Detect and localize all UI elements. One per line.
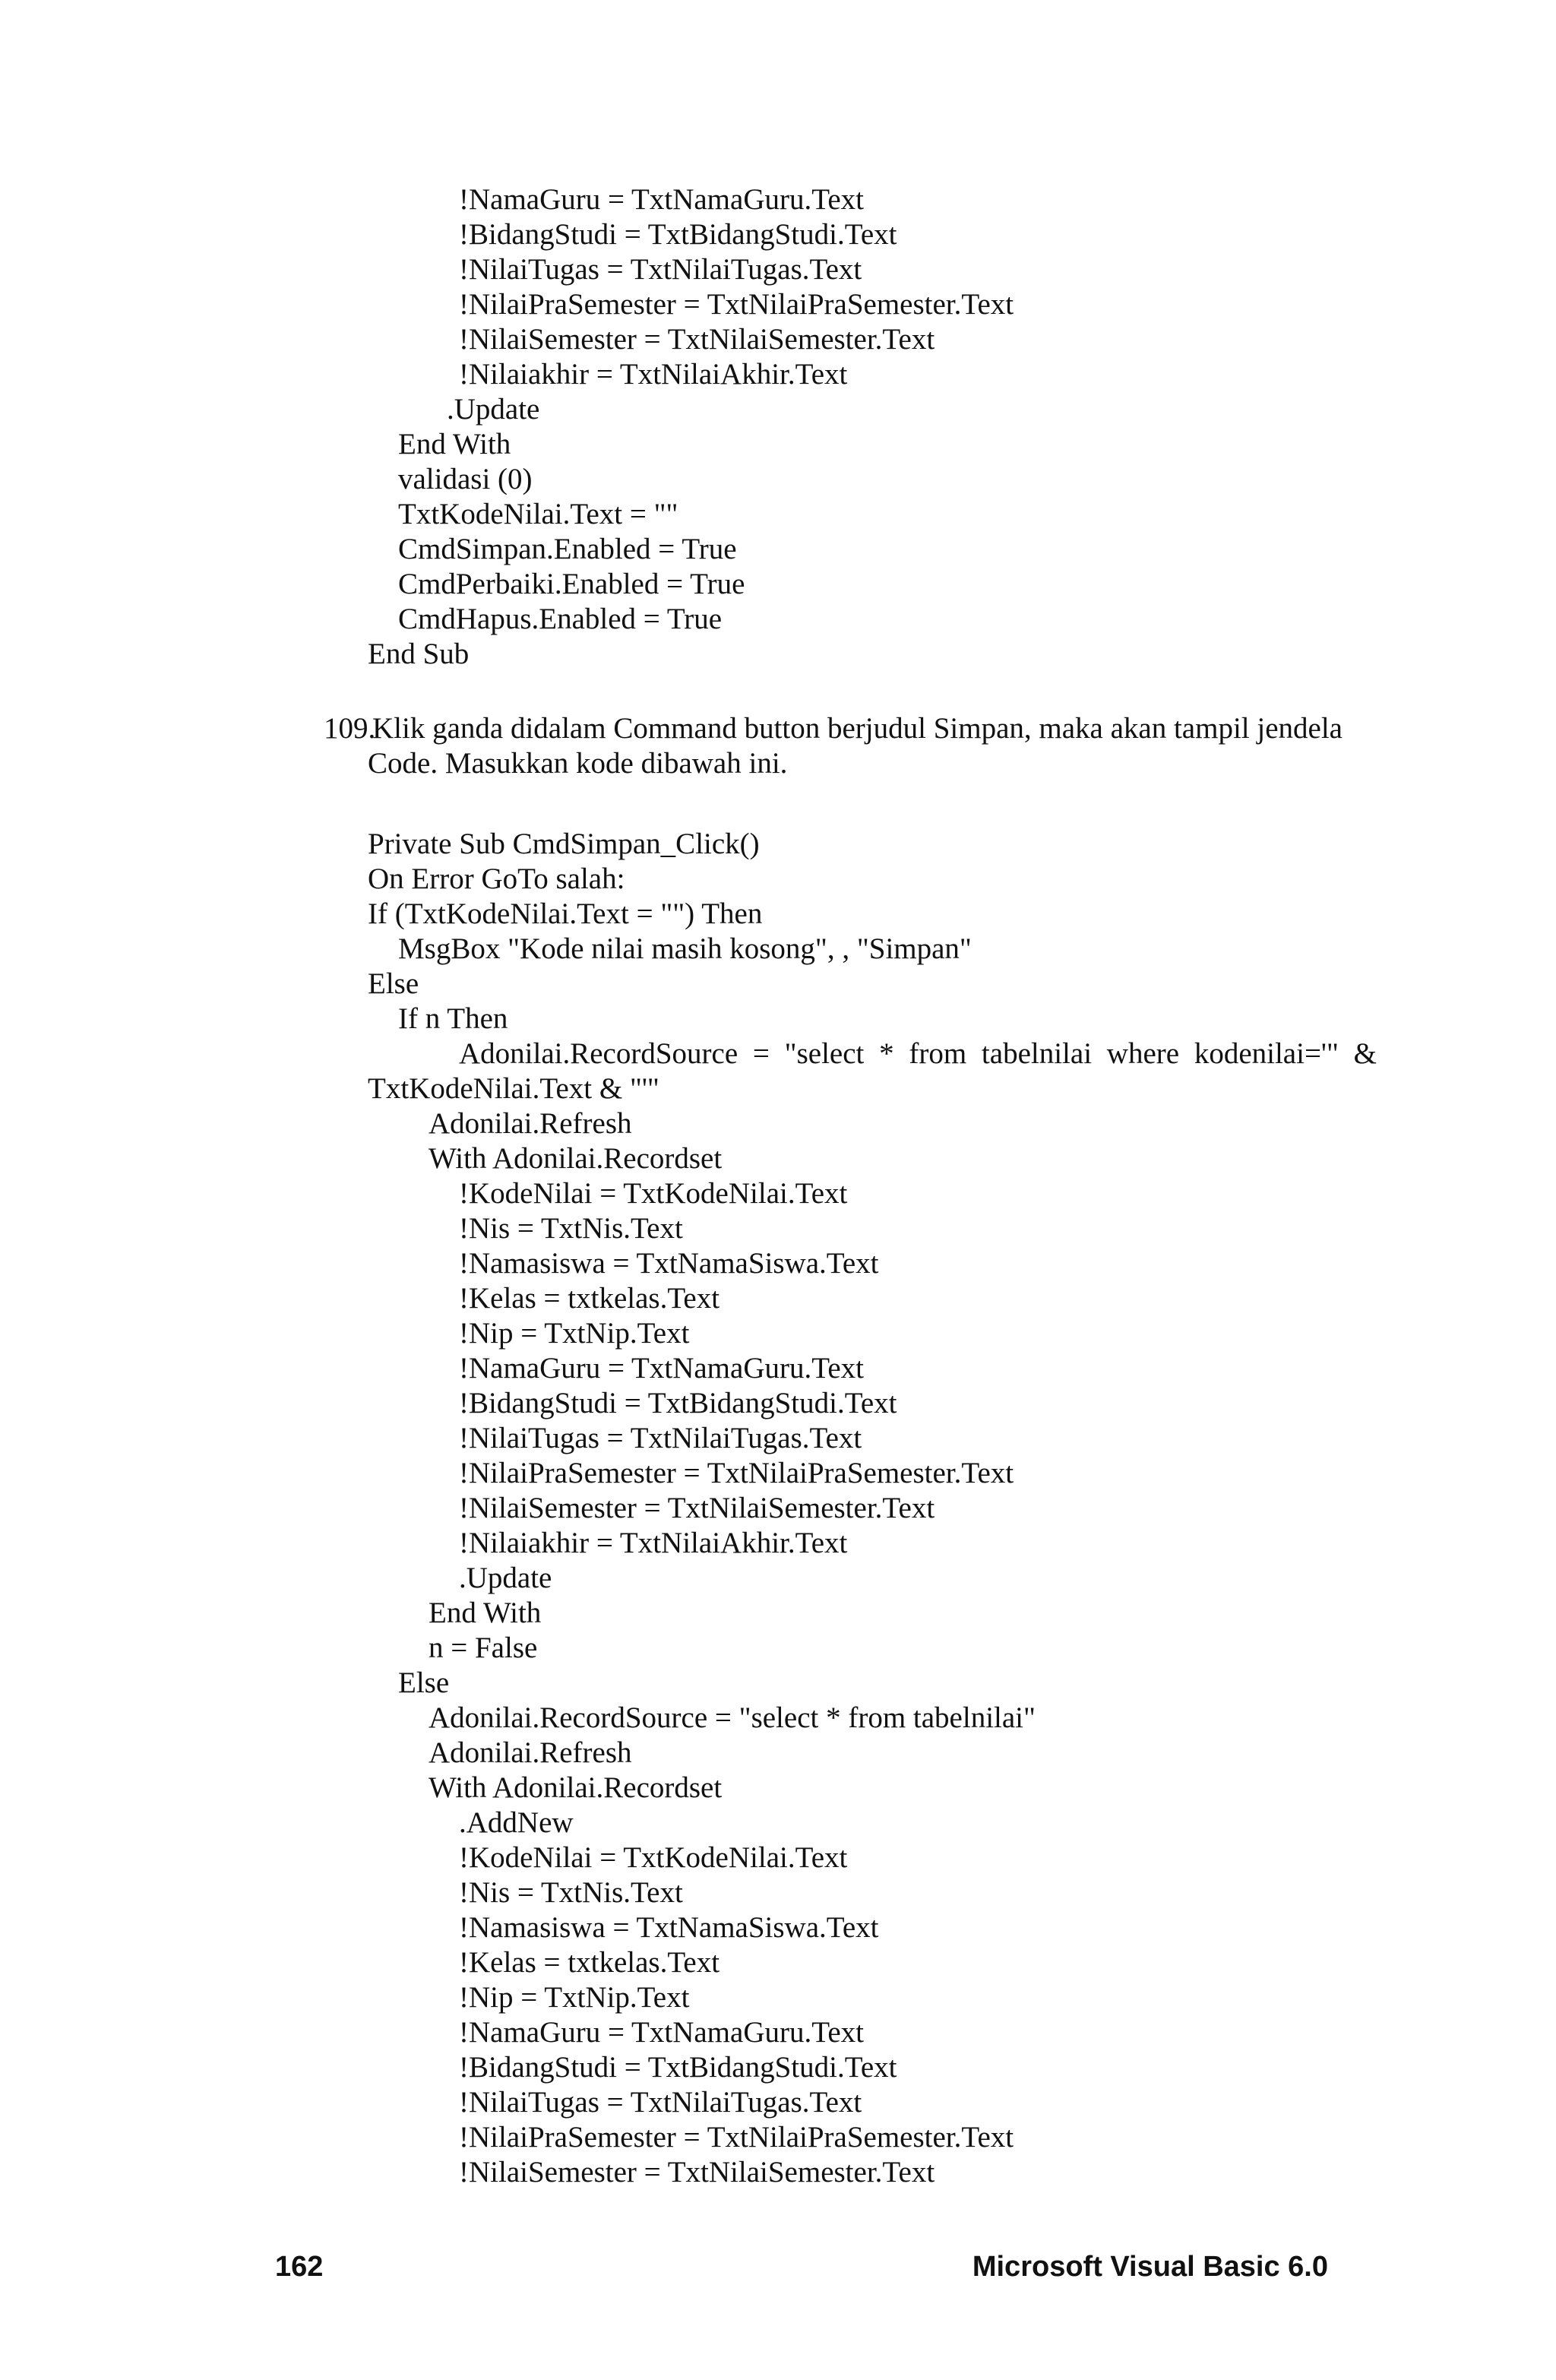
code-line: !BidangStudi = TxtBidangStudi.Text (459, 2051, 897, 2084)
step-number: 109. (324, 712, 376, 745)
code-line: MsgBox "Kode nilai masih kosong", , "Simpan" (398, 932, 972, 965)
code-token: Adonilai.RecordSource (459, 1037, 738, 1070)
step-text-line-1: Klik ganda didalam Command button berjudul Simpan, maka akan tampil jendela (372, 712, 1343, 745)
page-number: 162 (275, 2251, 324, 2283)
code-line: !NilaiPraSemester = TxtNilaiPraSemester.Text (459, 2121, 1014, 2154)
step-text-line-2: Code. Masukkan kode dibawah ini. (368, 747, 788, 780)
code-line: n = False (429, 1632, 538, 1664)
code-line: With Adonilai.Recordset (429, 1771, 723, 1804)
code-token: where (1106, 1037, 1180, 1070)
code-line: !Namasiswa = TxtNamaSiswa.Text (459, 1247, 879, 1280)
code-token: tabelnilai (981, 1037, 1093, 1070)
code-line: !NilaiSemester = TxtNilaiSemester.Text (459, 323, 935, 356)
code-line: !Nis = TxtNis.Text (459, 1876, 683, 1909)
code-line: !Nilaiakhir = TxtNilaiAkhir.Text (459, 358, 848, 391)
code-line: Else (398, 1666, 450, 1699)
code-line: Private Sub CmdSimpan_Click() (368, 828, 760, 860)
code-token: & (1353, 1037, 1377, 1070)
page-footer (0, 2251, 1556, 2296)
code-line: !NilaiTugas = TxtNilaiTugas.Text (459, 1422, 862, 1454)
code-line: End With (429, 1597, 542, 1629)
code-line: Adonilai.Refresh (429, 1107, 632, 1140)
code-token: = (752, 1037, 770, 1070)
code-line: End Sub (368, 638, 470, 670)
code-line: Adonilai.Refresh (429, 1736, 632, 1769)
code-line: !KodeNilai = TxtKodeNilai.Text (459, 1177, 848, 1210)
code-line: !NilaiSemester = TxtNilaiSemester.Text (459, 2156, 935, 2189)
code-line: !NilaiSemester = TxtNilaiSemester.Text (459, 1492, 935, 1524)
code-line: !Nilaiakhir = TxtNilaiAkhir.Text (459, 1527, 848, 1559)
code-line: Adonilai.RecordSource = "select * from tabelnilai" (429, 1701, 1036, 1734)
code-line: validasi (0) (398, 463, 533, 495)
code-line: !Nip = TxtNip.Text (459, 1981, 690, 2014)
code-line: !Nip = TxtNip.Text (459, 1317, 690, 1350)
code-line-continuation: TxtKodeNilai.Text & "'" (368, 1072, 659, 1105)
code-line: !NilaiPraSemester = TxtNilaiPraSemester.Text (459, 288, 1014, 321)
code-token: * (879, 1037, 894, 1070)
code-line: !BidangStudi = TxtBidangStudi.Text (459, 218, 897, 251)
code-line: .AddNew (459, 1806, 574, 1839)
code-line: CmdHapus.Enabled = True (398, 603, 723, 635)
code-line: !NilaiTugas = TxtNilaiTugas.Text (459, 2086, 862, 2119)
code-line: CmdPerbaiki.Enabled = True (398, 568, 745, 600)
code-line: !KodeNilai = TxtKodeNilai.Text (459, 1841, 848, 1874)
code-line: !NamaGuru = TxtNamaGuru.Text (459, 1352, 864, 1385)
code-line: !NilaiPraSemester = TxtNilaiPraSemester.Text (459, 1457, 1014, 1489)
code-line: !NilaiTugas = TxtNilaiTugas.Text (459, 253, 862, 286)
code-line: CmdSimpan.Enabled = True (398, 533, 737, 565)
code-line: .Update (459, 1562, 552, 1594)
code-line: !Kelas = txtkelas.Text (459, 1946, 720, 1979)
code-line: !Namasiswa = TxtNamaSiswa.Text (459, 1911, 879, 1944)
book-title: Microsoft Visual Basic 6.0 (972, 2251, 1328, 2283)
code-line-justified (459, 1037, 1377, 1071)
code-line: !NamaGuru = TxtNamaGuru.Text (459, 183, 864, 216)
code-token: from (909, 1037, 967, 1070)
code-line: On Error GoTo salah: (368, 862, 625, 895)
code-line: Else (368, 967, 419, 1000)
code-line: If n Then (398, 1002, 508, 1035)
code-line: !Nis = TxtNis.Text (459, 1212, 683, 1245)
code-line: !Kelas = txtkelas.Text (459, 1282, 720, 1315)
code-line: !NamaGuru = TxtNamaGuru.Text (459, 2016, 864, 2049)
code-line: If (TxtKodeNilai.Text = "") Then (368, 897, 763, 930)
code-token: "select (784, 1037, 865, 1070)
code-line: .Update (447, 393, 540, 426)
code-line: With Adonilai.Recordset (429, 1142, 723, 1175)
code-line: End With (398, 428, 511, 460)
code-token: kodenilai='" (1194, 1037, 1339, 1070)
code-line: !BidangStudi = TxtBidangStudi.Text (459, 1387, 897, 1419)
code-line: TxtKodeNilai.Text = "" (398, 498, 678, 530)
